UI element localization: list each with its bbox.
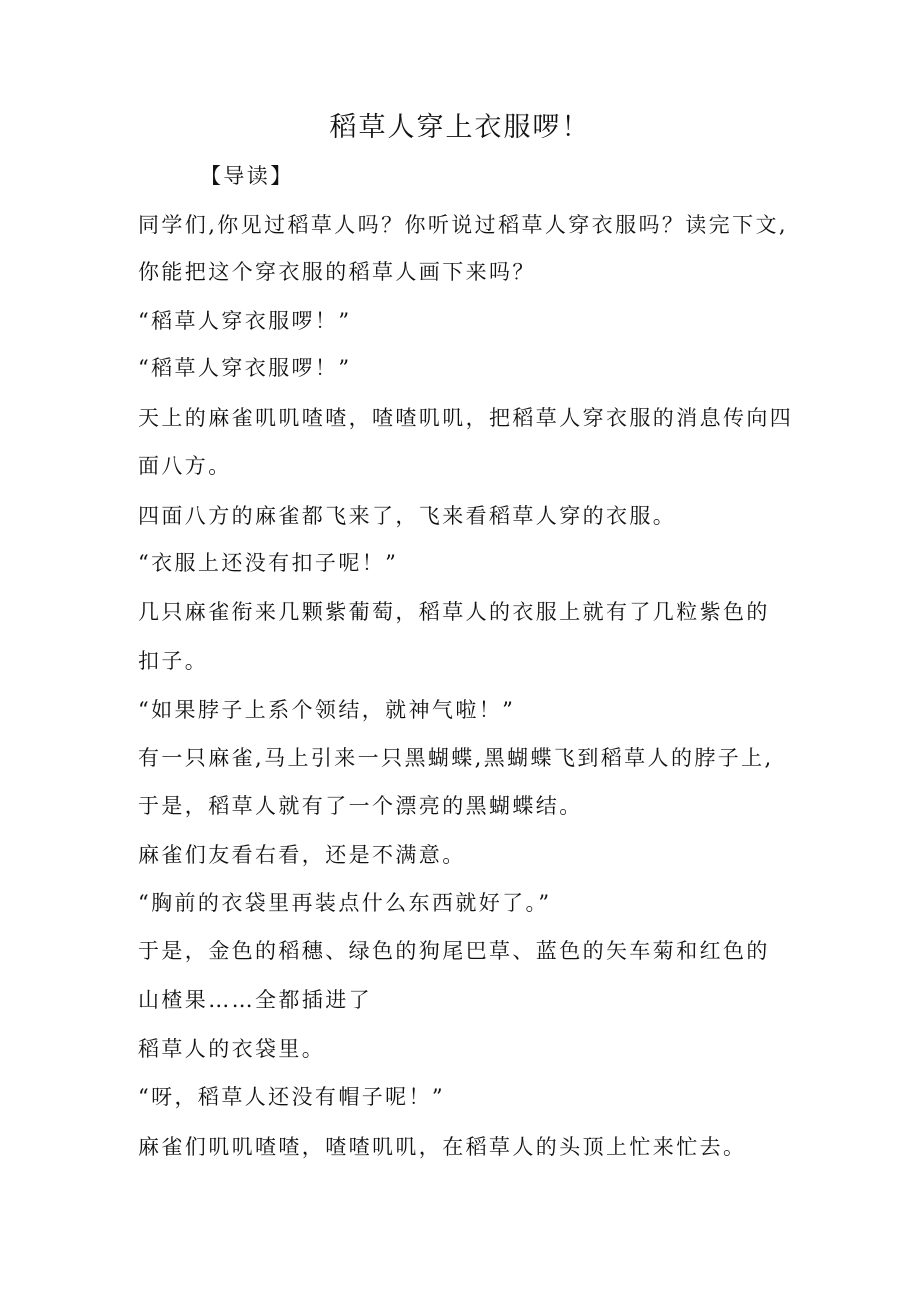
text-line: “胸前的衣袋里再装点什么东西就好了。” [138,891,552,915]
text-line: 四面八方的麻雀都飞来了，飞来看稻草人穿的衣服。 [138,504,677,528]
text-line: “衣服上还没有扣子呢！” [138,551,399,575]
text-line: “如果脖子上系个领结，就神气啦！” [138,698,516,722]
section-heading-guide: 【导读】 [200,164,294,188]
text-line: 同学们,你见过稻草人吗？你听说过稻草人穿衣服吗？读完下文, [138,213,788,237]
text-line: 几只麻雀衔来几颗紫葡萄，稻草人的衣服上就有了几粒紫色的 [138,600,770,624]
text-line: “稻草人穿衣服啰！” [138,309,352,333]
text-line: “呀，稻草人还没有帽子呢！” [138,1085,446,1109]
text-line: 山楂果……全都插进了 [138,988,372,1012]
text-line: 有一只麻雀,马上引来一只黑蝴蝶,黑蝴蝶飞到稻草人的脖子上, [138,746,774,770]
text-line: 麻雀们叽叽喳喳，喳喳叽叽，在稻草人的头顶上忙来忙去。 [138,1135,747,1159]
text-line: 于是，稻草人就有了一个漂亮的黑蝴蝶结。 [138,794,583,818]
text-line: 天上的麻雀叽叽喳喳，喳喳叽叽，把稻草人穿衣服的消息传向四 [138,406,794,430]
text-line: 你能把这个穿衣服的稻草人画下来吗？ [138,260,536,284]
text-line: 面八方。 [138,454,232,478]
text-line: 麻雀们友看右看，还是不满意。 [138,843,466,867]
text-line: 扣子。 [138,649,209,673]
document-title: 稻草人穿上衣服啰！ [329,112,591,143]
text-line: 稻草人的衣袋里。 [138,1037,326,1061]
text-line: “稻草人穿衣服啰！” [138,356,352,380]
text-line: 于是，金色的稻穗、绿色的狗尾巴草、蓝色的矢车菊和红色的 [138,939,770,963]
